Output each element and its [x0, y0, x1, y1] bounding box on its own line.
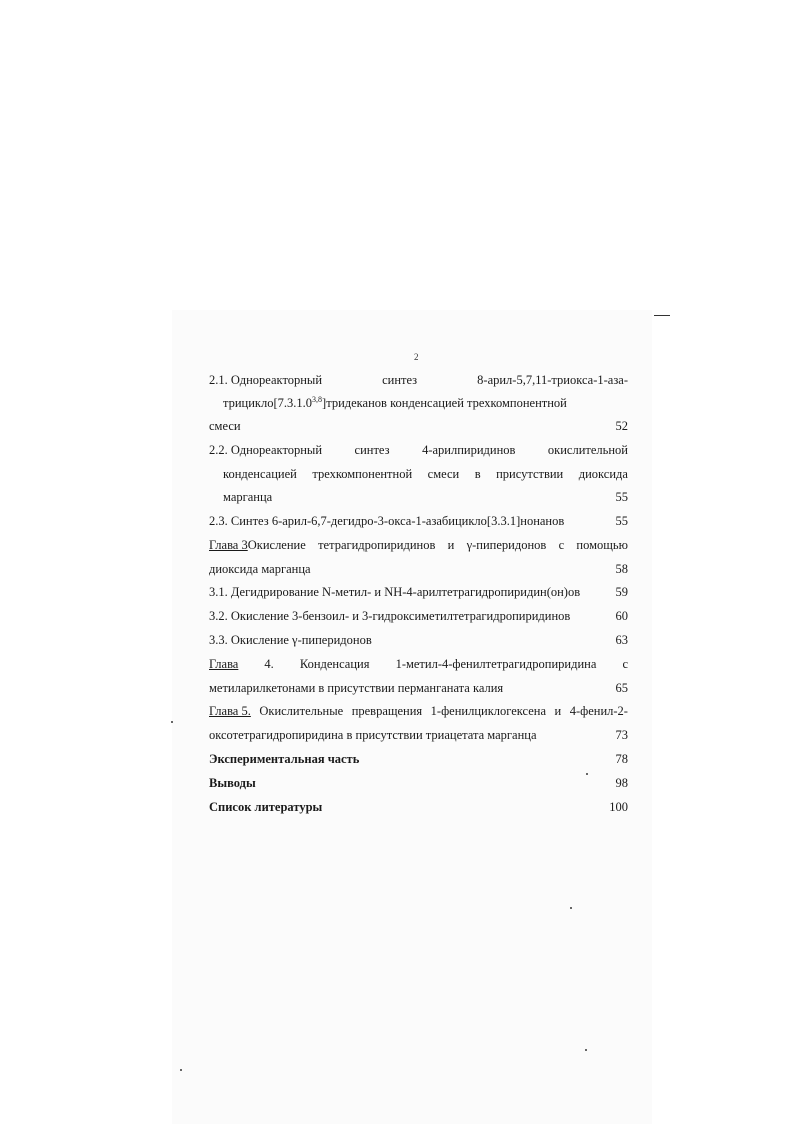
- toc-word: Конденсация: [299, 657, 370, 671]
- toc-section-title: Список литературы: [209, 800, 323, 814]
- toc-word: Окислительные: [259, 704, 344, 718]
- toc-word: трехкомпонентной: [312, 467, 413, 481]
- toc-page-number: 78: [615, 752, 628, 766]
- toc-page-number: 100: [609, 800, 628, 814]
- toc-chapter-4-line-1: [209, 654, 628, 674]
- toc-chapter-3-line-2: [209, 559, 628, 579]
- toc-page-number: 59: [615, 585, 628, 599]
- toc-word: с: [558, 538, 565, 552]
- chapter-label: Глава: [209, 657, 239, 671]
- toc-text: трицикло[7.3.1.0: [223, 396, 313, 410]
- toc-text: смеси: [209, 419, 241, 433]
- toc-word: в: [474, 467, 481, 481]
- scan-speck: [570, 907, 572, 909]
- scan-edge-mark: [654, 315, 670, 316]
- toc-page-number: 98: [615, 776, 628, 790]
- toc-text: диоксида марганца: [209, 562, 311, 576]
- toc-entry-2-3: [209, 511, 628, 531]
- toc-entry-2-1-line-1: [209, 370, 628, 390]
- toc-experimental-part: [209, 749, 628, 769]
- toc-text: ]тридеканов конденсацией трехкомпонентной: [322, 396, 567, 410]
- toc-word: 1-фенилциклогексена: [430, 704, 547, 718]
- toc-entry-2-2-line-1: [209, 440, 628, 460]
- toc-word: превращения: [351, 704, 423, 718]
- toc-word: диоксида: [578, 467, 628, 481]
- toc-word: 8-арил-5,7,11-триокса-1-аза-: [477, 373, 628, 387]
- toc-text: 2.3. Синтез 6-арил-6,7-дегидро-3-окса-1-азабицикло[3.3.1]нонанов: [209, 514, 565, 528]
- toc-entry-2-1-line-3: [209, 416, 628, 436]
- toc-conclusions: [209, 773, 628, 793]
- toc-page-number: 55: [615, 490, 628, 504]
- toc-page-number: 55: [615, 514, 628, 528]
- toc-chapter-3-line-1: [209, 535, 628, 555]
- toc-page-number: 58: [615, 562, 628, 576]
- toc-word: 4-арилпиридинов: [422, 443, 516, 457]
- toc-word: 2.1. Однореакторный: [209, 373, 323, 387]
- scan-speck: [585, 1049, 587, 1051]
- toc-word: синтез: [382, 373, 418, 387]
- toc-entry-3-1: [209, 582, 628, 602]
- toc-page-number: 65: [615, 681, 628, 695]
- toc-word: γ-пиперидонов: [466, 538, 547, 552]
- toc-entry-2-1-line-2: [223, 393, 628, 413]
- toc-word: 1-метил-4-фенилтетрагидропиридина: [395, 657, 597, 671]
- toc-entry-3-2: [209, 606, 628, 626]
- toc-word: 4-фенил-2-: [569, 704, 628, 718]
- scan-speck: [180, 1069, 182, 1071]
- toc-entry-2-2-line-3: [223, 487, 628, 507]
- toc-page-number: 60: [615, 609, 628, 623]
- toc-section-title: Выводы: [209, 776, 256, 790]
- toc-page-number: 63: [615, 633, 628, 647]
- toc-chapter-4-line-2: [209, 678, 628, 698]
- toc-text: 3.1. Дегидрирование N-метил- и NH-4-арилтетрагидропиридин(он)ов: [209, 585, 581, 599]
- toc-page-number: 52: [615, 419, 628, 433]
- toc-entry-3-3: [209, 630, 628, 650]
- toc-word: присутствии: [496, 467, 564, 481]
- toc-text: 3.2. Окисление 3-бензоил- и 3-гидроксиметилтетрагидропиридинов: [209, 609, 571, 623]
- toc-word: с: [622, 657, 628, 671]
- toc-superscript: 3,8: [312, 395, 323, 404]
- toc-word: и: [554, 704, 562, 718]
- toc-word: [209, 535, 306, 555]
- toc-word: 4.: [264, 657, 274, 671]
- page-number: 2: [414, 352, 419, 362]
- scan-speck: [171, 721, 173, 723]
- toc-word: окислительной: [547, 443, 628, 457]
- toc-text: оксотетрагидропиридина в присутствии триацетата марганца: [209, 728, 537, 742]
- toc-chapter-5-line-2: [209, 725, 628, 745]
- chapter-label: Глава 3: [209, 538, 248, 552]
- toc-chapter-5-line-1: [209, 701, 628, 721]
- toc-word: 2.2. Однореакторный: [209, 443, 323, 457]
- toc-text: марганца: [223, 490, 273, 504]
- toc-word: Окисление: [247, 538, 306, 552]
- toc-text: метиларилкетонами в присутствии перманганата калия: [209, 681, 504, 695]
- toc-references: [209, 797, 628, 817]
- toc-text: 3.3. Окисление γ-пиперидонов: [209, 633, 372, 647]
- toc-word: смеси: [427, 467, 460, 481]
- toc-word: и: [447, 538, 455, 552]
- toc-section-title: Экспериментальная часть: [209, 752, 360, 766]
- toc-page-number: 73: [615, 728, 628, 742]
- toc-word: тетрагидропиридинов: [318, 538, 436, 552]
- toc-word: синтез: [354, 443, 390, 457]
- toc-word: конденсацией: [223, 467, 297, 481]
- toc-entry-2-2-line-2: [223, 464, 628, 484]
- toc-word: помощью: [576, 538, 628, 552]
- chapter-label: Глава 5.: [209, 704, 251, 718]
